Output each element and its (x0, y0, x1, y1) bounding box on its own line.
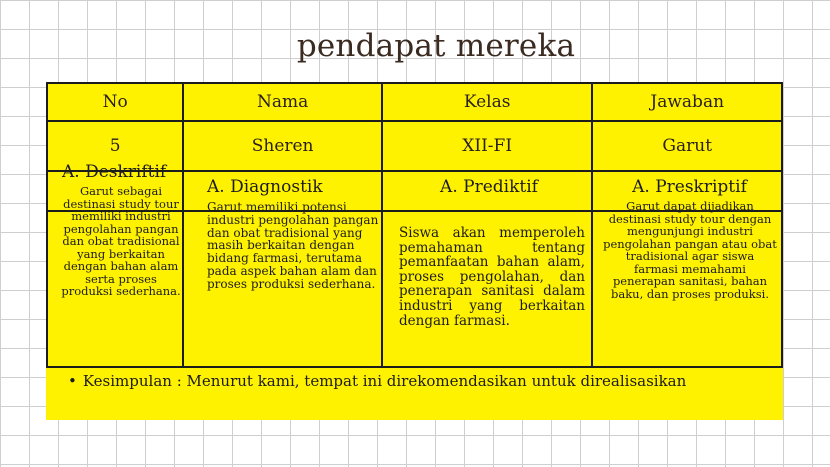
section-heading-prediktif: A. Prediktif (440, 177, 538, 197)
value-nama: Sheren (183, 121, 382, 171)
header-row (47, 83, 782, 121)
conclusion-text: Kesimpulan : Menurut kami, tempat ini direkomendasikan untuk direalisasikan (82, 372, 687, 390)
header-no: No (47, 83, 183, 121)
section-heading-diagnostik: A. Diagnostik (207, 177, 323, 197)
page-title: pendapat mereka (296, 28, 576, 64)
section-text-deskriftif: Garut sebagai destinasi study tour memiliki industri pengolahan pangan dan obat tradisional yang berkaitan dengan bahan alam serta proses produksi sederhana. (61, 184, 181, 298)
conclusion (68, 372, 686, 390)
section-text-preskriptif: Garut dapat dijadikan destinasi study tour dengan mengunjungi industri pengolahan pangan atau obat tradisional agar siswa farmasi memahami penerapan sanitasi, bahan baku, dan proses produksi. (603, 199, 777, 301)
header-nama: Nama (183, 83, 382, 121)
section-text-prediktif: Siswa akan memperoleh pemahaman tentang pemanfaatan bahan alam, proses pengolahan, dan penerapan sanitasi dalam industri yang berkaitan dengan farmasi. (399, 225, 585, 329)
header-jawaban: Jawaban (592, 83, 782, 121)
section-heading-preskriptif: A. Preskriptif (632, 177, 747, 197)
section-heading-deskriftif: A. Deskriftif (62, 162, 167, 182)
value-kelas: XII-FI (382, 121, 593, 171)
value-jawaban: Garut (592, 121, 782, 171)
header-kelas: Kelas (382, 83, 593, 121)
section-text-diagnostik: Garut memiliki potensi industri pengolahan pangan dan obat tradisional yang masih berkaitan dengan bidang farmasi, terutama pada aspek bahan alam dan proses produksi sederhana. (207, 200, 379, 291)
bullet-icon: • (68, 372, 77, 390)
value-no: 5 (47, 121, 183, 171)
